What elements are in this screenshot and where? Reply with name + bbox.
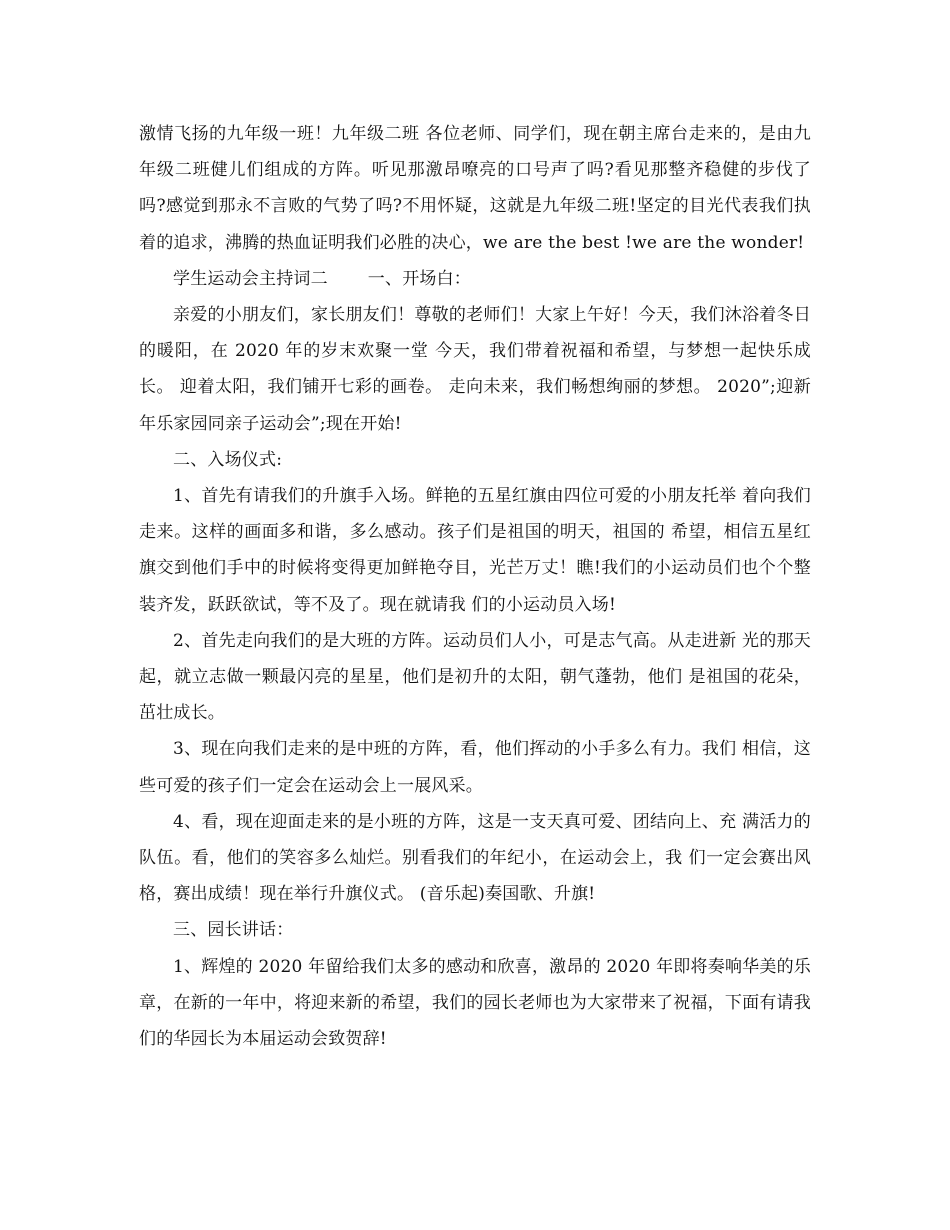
- paragraph-welcome: 亲爱的小朋友们，家长朋友们！尊敬的老师们！大家上午好！今天，我们沐浴着冬日的暖阳，在 2020 年的岁末欢聚一堂 今天，我们带着祝福和希望，与梦想一起快乐成长。 迎着太阳，我们铺开七彩的画卷。 走向未来，我们畅想绚丽的梦想。 2020”;迎新年乐家园同亲子运动会”;现在开始!: [139, 305, 811, 434]
- paragraph-flag-bearers: 1、首先有请我们的升旗手入场。鲜艳的五星红旗由四位可爱的小朋友托举 着向我们走来。这样的画面多和谐，多么感动。孩子们是祖国的明天，祖国的 希望，相信五星红旗交到他们手中的时候将变得更加鲜艳夺目，光芒万丈！瞧!我们的小运动员们也个个整装齐发，跃跃欲试，等不及了。现在就请我 们的小运动员入场!: [139, 486, 811, 615]
- paragraph-opening: 激情飞扬的九年级一班！九年级二班 各位老师、同学们，现在朝主席台走来的，是由九年级二班健儿们组成的方阵。听见那激昂嘹亮的口号声了吗?看见那整齐稳健的步伐了吗?感觉到那永不言败的气势了吗?不用怀疑，这就是九年级二班!坚定的目光代表我们执着的追求，沸腾的热血证明我们必胜的决心，we are the best !we are the wonder!: [139, 124, 811, 253]
- paragraph-senior-class: 2、首先走向我们的是大班的方阵。运动员们人小，可是志气高。从走进新 光的那天起，就立志做一颗最闪亮的星星，他们是初升的太阳，朝气蓬勃，他们 是祖国的花朵，茁壮成长。: [139, 630, 811, 724]
- document-body: [139, 116, 811, 1057]
- section-heading-host-speech-two: 学生运动会主持词二 一、开场白：: [173, 268, 472, 289]
- paragraph-junior-class: 4、看，现在迎面走来的是小班的方阵，这是一支天真可爱、团结向上、充 满活力的队伍。看，他们的笑容多么灿烂。别看我们的年纪小，在运动会上，我 们一定会赛出风格，赛出成绩！现在举行升旗仪式。 (音乐起)奏国歌、升旗!: [139, 811, 811, 905]
- paragraph-middle-class: 3、现在向我们走来的是中班的方阵，看，他们挥动的小手多么有力。我们 相信，这些可爱的孩子们一定会在运动会上一展风采。: [139, 739, 811, 796]
- section-heading-entrance: 二、入场仪式:: [173, 449, 283, 470]
- paragraph-principal-intro: 1、辉煌的 2020 年留给我们太多的感动和欣喜，激昂的 2020 年即将奏响华美的乐章，在新的一年中，将迎来新的希望，我们的园长老师也为大家带来了祝福，下面有请我们的华园长为本届运动会致贺辞!: [139, 956, 811, 1050]
- section-heading-principal-speech: 三、园长讲话：: [173, 920, 294, 941]
